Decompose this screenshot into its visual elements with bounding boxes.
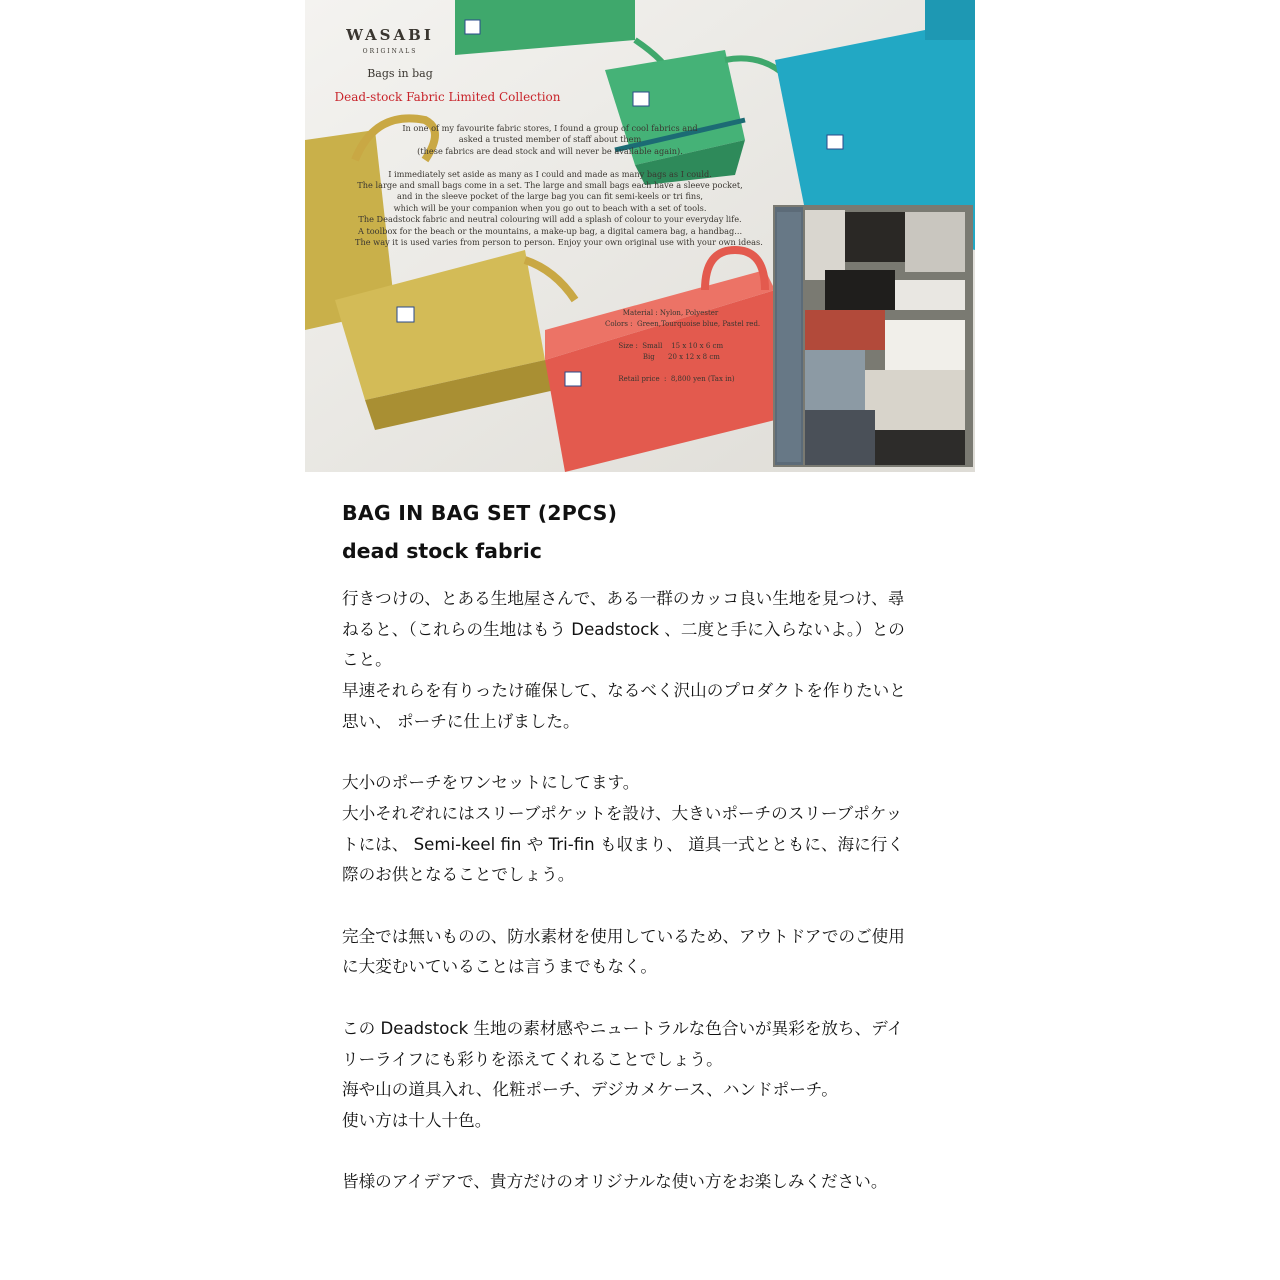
spec-material: Material : Nylon, Polyester bbox=[605, 309, 719, 317]
paragraph-line: 思い、 ポーチに仕上げました。 bbox=[342, 711, 580, 731]
paragraph-line: 使い方は十人十色。 bbox=[342, 1110, 492, 1130]
story-line: which will be your companion when you go out to beach with a set of tools. bbox=[393, 202, 707, 213]
story-line: A toolbox for the beach or the mountains, a make-up bag, a digital camera bag, a handbag... bbox=[357, 225, 743, 236]
paragraph-line: 皆様のアイデアで、貴方だけのオリジナルな使い方をお楽しみください。 bbox=[342, 1172, 888, 1192]
brand-logo: WASABI bbox=[346, 26, 434, 44]
paragraph-line: 大小のポーチをワンセットにしてます。 bbox=[342, 773, 640, 793]
paragraph-line: 行きつけの、とある生地屋さんで、ある一群のカッコ良い生地を見つけ、尋 bbox=[342, 589, 905, 608]
paragraph-line: に大変むいていることは言うまでもなく。 bbox=[342, 957, 657, 977]
product-hero-image bbox=[305, 0, 975, 472]
fabric-store-photo bbox=[773, 205, 973, 467]
spec-spacer bbox=[605, 363, 760, 374]
product-title: BAG IN BAG SET (2PCS) bbox=[342, 501, 618, 525]
spec-colors: Colors : Green,Tourquoise blue, Pastel red. bbox=[605, 320, 761, 328]
paragraph-line: こと。 bbox=[342, 650, 392, 670]
paragraph-line: 際のお供となることでしょう。 bbox=[342, 865, 575, 885]
paragraph-line: 大小それぞれにはスリーブポケットを設け、大きいポーチのスリーブポケッ bbox=[342, 803, 903, 823]
story-line: (these fabrics are dead stock and will never be available again). bbox=[417, 145, 683, 156]
product-spec-block bbox=[605, 308, 760, 385]
spec-size-big: Big 20 x 12 x 8 cm bbox=[605, 353, 720, 361]
story-line bbox=[355, 157, 745, 168]
collection-title: Dead-stock Fabric Limited Collection bbox=[334, 90, 561, 104]
story-line: I immediately set aside as many as I could and made as many bags as I could. bbox=[388, 168, 712, 179]
paragraph bbox=[342, 584, 942, 738]
paragraph-line: 早速それらを有りったけ確保して、なるべく沢山のプロダクトを作りたいと bbox=[342, 681, 906, 701]
hero-story-text bbox=[355, 123, 763, 248]
spec-size-small: Size : Small 15 x 10 x 6 cm bbox=[605, 342, 724, 350]
paragraph bbox=[342, 1014, 942, 1137]
story-line: asked a trusted member of staff about them bbox=[458, 134, 642, 145]
hero-heading: Bags in bag bbox=[367, 67, 433, 80]
spec-spacer bbox=[605, 330, 760, 341]
paragraph-line: 完全では無いものの、防水素材を使用しているため、アウトドアでのご使用 bbox=[342, 926, 905, 946]
paragraph bbox=[342, 768, 942, 891]
story-line: The large and small bags come in a set. The large and small bags each have a sleeve pocket, bbox=[357, 180, 743, 191]
story-line: The way it is used varies from person to person. Enjoy your own original use with your own ideas. bbox=[355, 237, 763, 248]
story-line: The Deadstock fabric and neutral colouring will add a splash of colour to your everyday life. bbox=[358, 214, 742, 225]
paragraph bbox=[342, 922, 942, 983]
paragraph bbox=[342, 1167, 942, 1198]
paragraph-line: この Deadstock 生地の素材感やニュートラルな色合いが異彩を放ち、デイ bbox=[342, 1018, 904, 1038]
spec-price: Retail price : 8,800 yen (Tax in) bbox=[605, 375, 735, 383]
paragraph-line: ねると、（これらの生地はもう Deadstock 、二度と手に入らないよ。）との bbox=[342, 619, 905, 639]
story-line: and in the sleeve pocket of the large bag you can fit semi-keels or tri fins, bbox=[397, 191, 703, 202]
paragraph-line: 海や山の道具入れ、化粧ポーチ、デジカメケース、ハンドポーチ。 bbox=[342, 1080, 838, 1100]
paragraph-line: トには、 Semi-keel fin や Tri-fin も収まり、 道具一式とともに、海に行く bbox=[342, 834, 904, 854]
product-subtitle: dead stock fabric bbox=[342, 539, 542, 563]
brand-logo-subtitle: ORIGINALS bbox=[362, 48, 418, 55]
paragraph-line: リーライフにも彩りを添えてくれることでしょう。 bbox=[342, 1049, 723, 1069]
product-description bbox=[342, 500, 942, 1229]
story-line: In one of my favourite fabric stores, I found a group of cool fabrics and bbox=[402, 123, 698, 133]
